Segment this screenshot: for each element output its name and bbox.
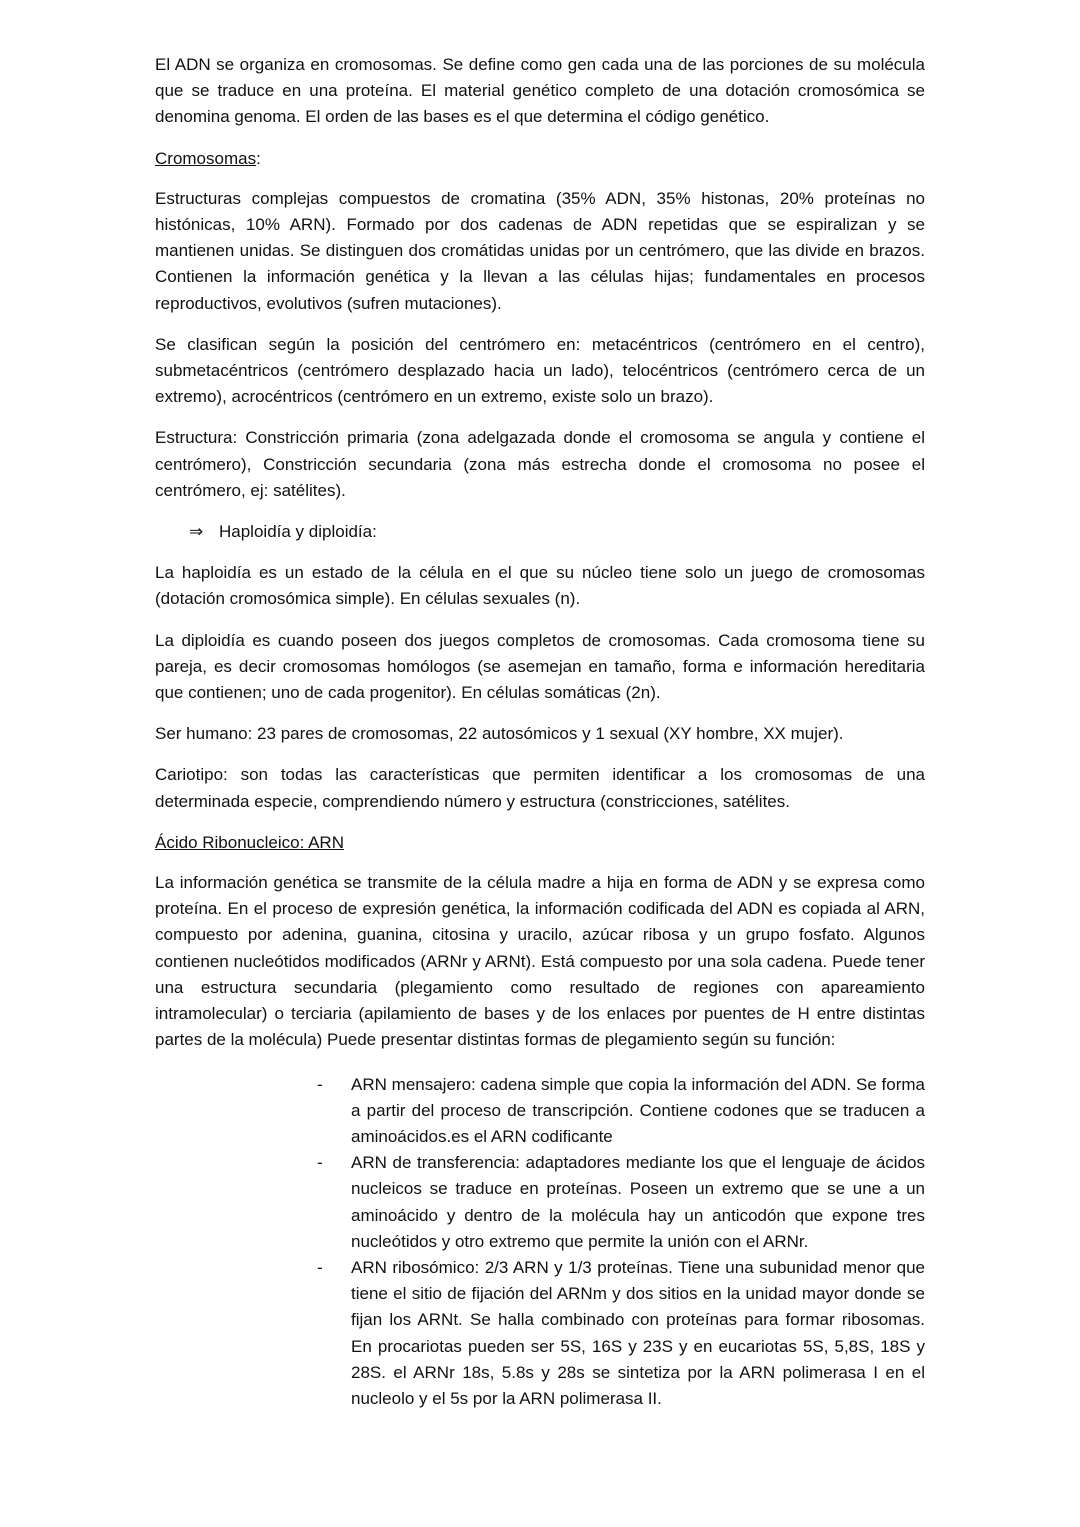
- subheading-haploidia: [155, 519, 925, 545]
- list-item-arn-mensajero: [317, 1072, 925, 1151]
- document-page: [155, 52, 925, 1412]
- bullet-dash: -: [317, 1153, 323, 1173]
- paragraph-estructuras: Estructuras complejas compuestos de cromatina (35% ADN, 35% histonas, 20% proteínas no histónicas, 10% ARN). Formado por dos cadenas de ADN repetidas que se espiralizan y se mantienen unidas. Se distinguen dos cromátidas unidas por un centrómero, que las divide en brazos. Contienen la información genética y la llevan a las células hijas; fundamentales en procesos reproductivos, evolutivos (sufren mutaciones).: [155, 188, 925, 313]
- arn-types-list: [155, 1072, 925, 1413]
- bullet-dash: -: [317, 1257, 323, 1277]
- paragraph-haploidia: La haploidía es un estado de la célula en el que su núcleo tiene solo un juego de cromosomas (dotación cromosómica simple). En células sexuales (n).: [155, 563, 925, 609]
- paragraph-arn: La información genética se transmite de la célula madre a hija en forma de ADN y se expresa como proteína. En el proceso de expresión genética, la información codificada del ADN es copiada al ARN, compuesto por adenina, guanina, citosina y uracilo, azúcar ribosa y un grupo fosfato. Algunos contienen nucleótidos modificados (ARNr y ARNt). Está compuesto por una sola cadena. Puede tener una estructura secundaria (plegamiento como resultado de regiones con apareamiento intramolecular) o terciaria (apilamiento de bases y de los enlaces por puentes de H entre distintas partes de la molécula) Puede presentar distintas formas de plegamiento según su función:: [155, 873, 925, 1050]
- paragraph-ser-humano: Ser humano: 23 pares de cromosomas, 22 autosómicos y 1 sexual (XY hombre, XX mujer).: [155, 724, 844, 744]
- paragraph-clasificacion: Se clasifican según la posición del centrómero en: metacéntricos (centrómero en el centro), submetacéntricos (centrómero desplazado hacia un lado), telocéntricos (centrómero cerca de un extremo), acrocéntricos (centrómero en un extremo, existe solo un brazo).: [155, 334, 925, 407]
- list-item-text: ARN mensajero: cadena simple que copia la información del ADN. Se forma a partir del proceso de transcripción. Contiene codones que se traducen a aminoácidos.es el ARN codificante: [351, 1074, 925, 1146]
- subheading-text-haploidia: Haploidía y diploidía:: [219, 522, 377, 542]
- section-heading-arn: Ácido Ribonucleico: ARN: [155, 832, 344, 852]
- paragraph-diploidia: La diploidía es cuando poseen dos juegos completos de cromosomas. Cada cromosoma tiene su pareja, es decir cromosomas homólogos (se asemejan en tamaño, forma e información hereditaria que contienen; uno de cada progenitor). En células somáticas (2n).: [155, 630, 925, 703]
- list-item-text: ARN de transferencia: adaptadores mediante los que el lenguaje de ácidos nucleicos se traduce en proteínas. Poseen un extremo que se une a un aminoácido y dentro de la molécula hay un anticodón que expone tres nucleótidos y otro extremo que permite la unión con el ARNr.: [351, 1153, 925, 1251]
- right-arrow-icon: ⇒: [189, 522, 204, 543]
- paragraph-cariotipo: Cariotipo: son todas las características que permiten identificar a los cromosomas de una determinada especie, comprendiendo número y estructura (constricciones, satélites.: [155, 765, 925, 811]
- paragraph-estructura: Estructura: Constricción primaria (zona adelgazada donde el cromosoma se angula y contiene el centrómero), Constricción secundaria (zona más estrecha donde el cromosoma no posee el centrómero, ej: satélites).: [155, 428, 925, 500]
- bullet-dash: -: [317, 1074, 323, 1094]
- heading-colon: :: [256, 148, 261, 168]
- list-item-arn-transferencia: [317, 1150, 925, 1255]
- paragraph-adn-genes: El ADN se organiza en cromosomas. Se define como gen cada una de las porciones de su molécula que se traduce en una proteína. El material genético completo de una dotación cromosómica se denomina genoma. El orden de las bases es el que determina el código genético.: [155, 55, 925, 127]
- section-heading-cromosomas: [155, 146, 925, 172]
- list-item-text: ARN ribosómico: 2/3 ARN y 1/3 proteínas. Tiene una subunidad menor que tiene el sitio de fijación del ARNm y dos sitios en la unidad mayor donde se fijan los ARNt. Se halla combinado con proteínas para formar ribosomas. En procariotas pueden ser 5S, 16S y 23S y en eucariotas 5S, 5,8S, 18S y 28S. el ARNr 18s, 5.8s y 28s se sintetiza por la ARN polimerasa I en el nucleolo y el 5s por la ARN polimerasa II.: [351, 1257, 925, 1408]
- list-item-arn-ribosomico: [317, 1255, 925, 1412]
- heading-text-cromosomas: Cromosomas: [155, 148, 257, 168]
